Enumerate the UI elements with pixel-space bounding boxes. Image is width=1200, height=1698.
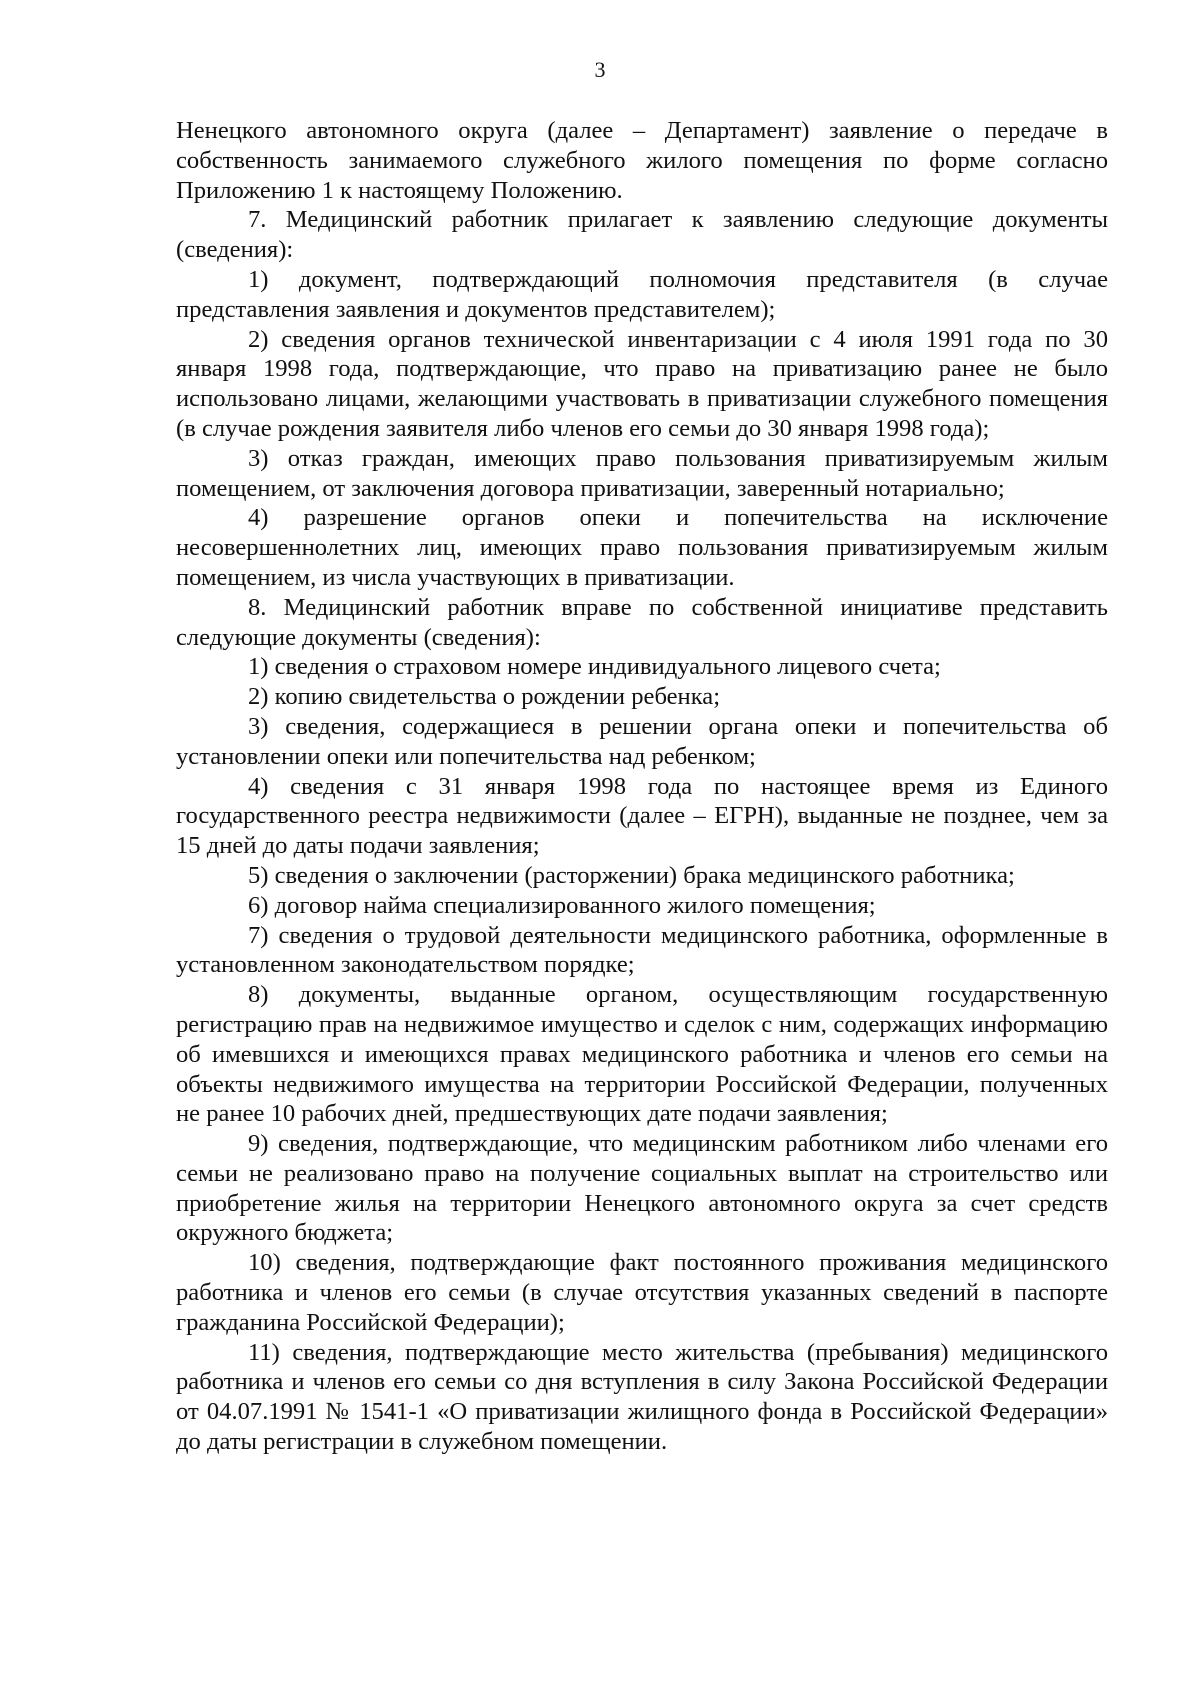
paragraph: 1) документ, подтверждающий полномочия представителя (в случае представления заявления и документов представителем);	[176, 265, 1108, 323]
paragraph: 2) сведения органов технической инвентаризации с 4 июля 1991 года по 30 января 1998 года, подтверждающие, что право на приватизацию ранее не было использовано лицами, желающими участвовать в приватизации служебного помещения (в случае рождения заявителя либо членов его семьи до 30 января 1998 года);	[176, 325, 1108, 442]
page-number: 3	[594, 57, 606, 82]
paragraph: 8. Медицинский работник вправе по собственной инициативе представить следующие документы (сведения):	[176, 593, 1108, 651]
paragraph: 1) сведения о страховом номере индивидуального лицевого счета;	[248, 653, 941, 681]
document-body	[176, 116, 1108, 1457]
paragraph: 4) сведения с 31 января 1998 года по настоящее время из Единого государственного реестра недвижимости (далее – ЕГРН), выданные не позднее, чем за 15 дней до даты подачи заявления;	[176, 772, 1108, 860]
paragraph: 11) сведения, подтверждающие место жительства (пребывания) медицинского работника и членов его семьи со дня вступления в силу Закона Российской Федерации от 04.07.1991 № 1541-1 «О приватизации жилищного фонда в Российской Федерации» до даты регистрации в служебном помещении.	[176, 1338, 1108, 1456]
paragraph: 3) сведения, содержащиеся в решении органа опеки и попечительства об установлении опеки или попечительства над ребенком;	[176, 712, 1108, 770]
paragraph: 4) разрешение органов опеки и попечительства на исключение несовершеннолетних лиц, имеющих право пользования приватизируемым жилым помещением, из числа участвующих в приватизации.	[176, 504, 1108, 591]
paragraph: 9) сведения, подтверждающие, что медицинским работником либо членами его семьи не реализовано право на получение социальных выплат на строительство или приобретение жилья на территории Ненецкого автономного округа за счет средств окружного бюджета;	[176, 1130, 1108, 1247]
paragraph: 8) документы, выданные органом, осуществляющим государственную регистрацию прав на недвижимое имущество и сделок с ним, содержащих информацию об имевшихся и имеющихся правах медицинского работника и членов его семьи на объекты недвижимого имущества на территории Российской Федерации, полученных не ранее 10 рабочих дней, предшествующих дате подачи заявления;	[176, 981, 1108, 1128]
paragraph: 5) сведения о заключении (расторжении) брака медицинского работника;	[248, 861, 1015, 889]
paragraph: 2) копию свидетельства о рождении ребенка;	[248, 683, 721, 711]
paragraph: Ненецкого автономного округа (далее – Департамент) заявление о передаче в собственность занимаемого служебного жилого помещения по форме согласно Приложению 1 к настоящему Положению.	[176, 117, 1108, 204]
paragraph: 6) договор найма специализированного жилого помещения;	[248, 891, 876, 919]
paragraph: 7) сведения о трудовой деятельности медицинского работника, оформленные в установленном законодательством порядке;	[176, 921, 1108, 979]
paragraph: 7. Медицинский работник прилагает к заявлению следующие документы (сведения):	[176, 206, 1108, 264]
paragraph: 10) сведения, подтверждающие факт постоянного проживания медицинского работника и членов его семьи (в случае отсутствия указанных сведений в паспорте гражданина Российской Федерации);	[176, 1249, 1108, 1336]
paragraph: 3) отказ граждан, имеющих право пользования приватизируемым жилым помещением, от заключения договора приватизации, заверенный нотариально;	[176, 444, 1108, 502]
